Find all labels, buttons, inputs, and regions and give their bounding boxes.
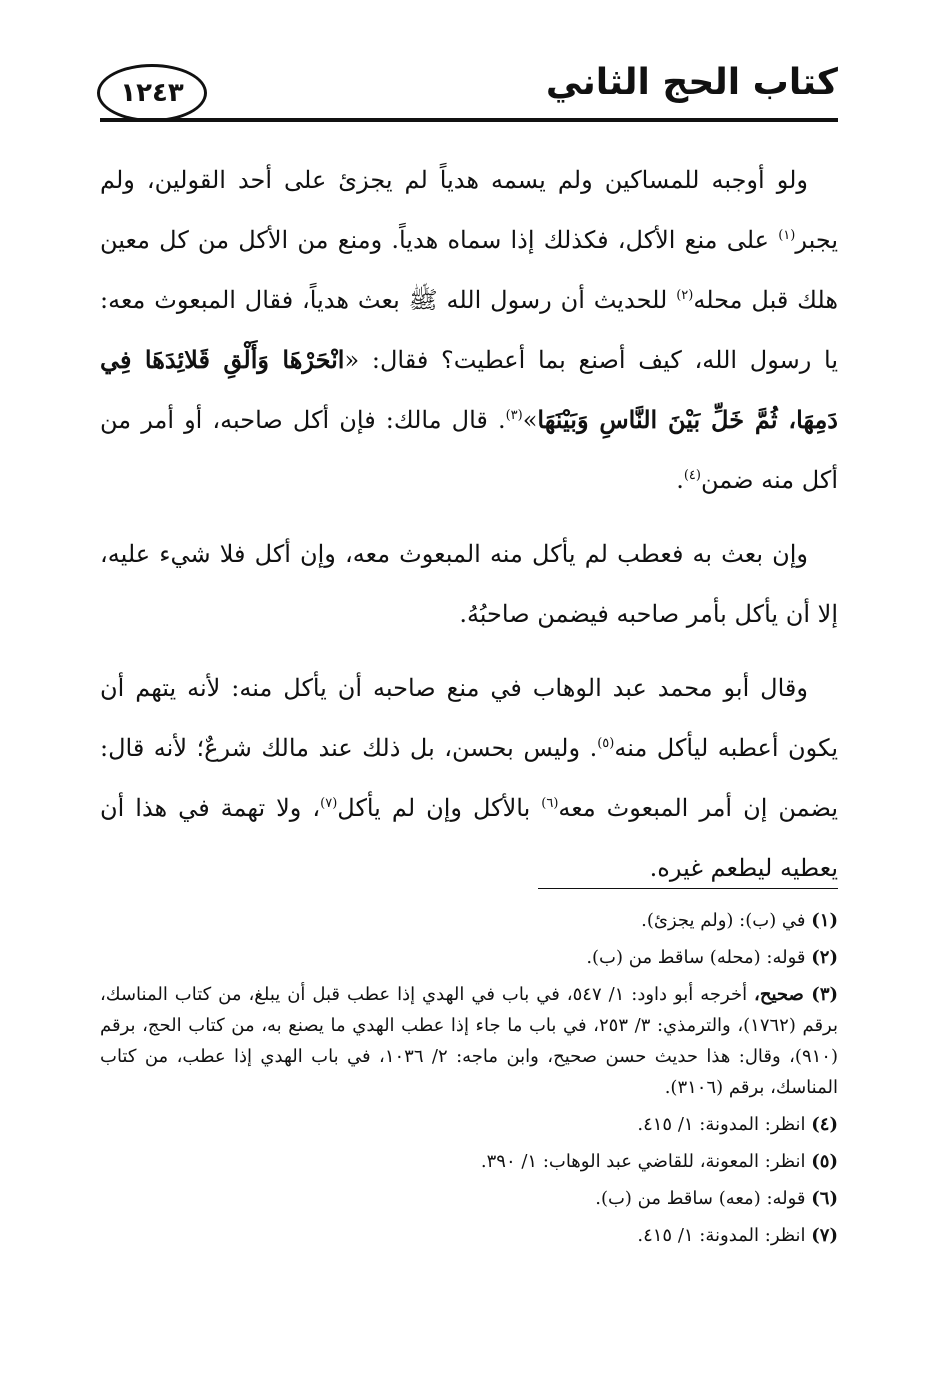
header-title: كتاب الحج الثاني	[545, 62, 838, 103]
footnote-text: انظر: المدونة: ١/ ٤١٥.	[637, 1114, 812, 1135]
footnote-label: (٦)	[811, 1188, 838, 1209]
footnote-label: (٥)	[811, 1151, 838, 1172]
text-span: ولو أوجبه للمساكين ولم يسمه هدياً لم يجزئ على أحد القولين، ولم يجبر	[100, 166, 838, 254]
footnote-label: (٤)	[811, 1114, 838, 1135]
footnote-ref-7[interactable]: (٧)	[320, 796, 338, 811]
footnote-label: (١)	[811, 910, 838, 931]
footnote-ref-4[interactable]: (٤)	[683, 468, 701, 483]
page-number: ١٢٤٣	[120, 78, 184, 108]
footnote-1	[100, 905, 838, 936]
footnote-text: قوله: (معه) ساقط من (ب).	[595, 1188, 812, 1209]
footnote-label: (٢)	[811, 947, 838, 968]
footnote-ref-1[interactable]: (١)	[778, 228, 796, 243]
main-text	[100, 150, 838, 912]
footnote-3	[100, 979, 838, 1103]
footnote-2	[100, 942, 838, 973]
footnotes	[100, 905, 838, 1257]
page-number-badge	[97, 64, 207, 122]
paragraph-1	[100, 150, 838, 510]
header-rule	[100, 118, 838, 122]
footnote-ref-6[interactable]: (٦)	[541, 796, 559, 811]
paragraph-3	[100, 658, 838, 898]
text-span: للحديث أن رسول الله ﷺ بعث هدياً، فقال المبعوث معه: يا رسول الله، كيف أصنع بما أعطيت؟ فقال: «	[100, 286, 838, 374]
paragraph-2: وإن بعث به فعطب لم يأكل منه المبعوث معه، وإن أكل فلا شيء عليه، إلا أن يأكل بأمر صاحبه فيضمن صاحبُهُ.	[100, 540, 838, 628]
text-span: ، ولا تهمة في هذا أن يعطيه ليطعم غيره.	[100, 794, 838, 882]
footnote-text: أخرجه أبو داود: ١/ ٥٤٧، في باب في الهدي إذا عطب قبل أن يبلغ، من كتاب المناسك، برقم (١٧٦٢)، والترمذي: ٣/ ٢٥٣، في باب ما جاء إذا عطب الهدي ما يصنع به، من كتاب الحج، برقم (٩١٠)، وقال: هذا حديث حسن صحيح، وابن ماجه: ٢/ ١٠٣٦، في باب الهدي إذا عطب، من كتاب المناسك، برقم (٣١٠٦).	[100, 984, 838, 1098]
footnote-5	[100, 1146, 838, 1177]
text-span: .	[676, 466, 684, 494]
footnote-text: في (ب): (ولم يجزئ).	[641, 910, 812, 931]
footnote-text: انظر: المدونة: ١/ ٤١٥.	[637, 1225, 812, 1246]
footnote-label: (٣) صحيح،	[754, 984, 839, 1005]
text-span: بالأكل وإن لم يأكل	[337, 794, 542, 822]
footnote-text: انظر: المعونة، للقاضي عبد الوهاب: ١/ ٣٩٠.	[480, 1151, 812, 1172]
footnote-ref-3[interactable]: (٣)	[505, 408, 523, 423]
footnote-label: (٧)	[811, 1225, 838, 1246]
text-span: »	[522, 406, 538, 434]
footnote-ref-2[interactable]: (٢)	[676, 288, 694, 303]
hadith-quote: انْحَرْهَا وَأَلْقِ قَلائِدَهَا فِي دَمِهَا، ثُمَّ خَلِّ بَيْنَ النَّاسِ وَبَيْنَهَا	[100, 345, 838, 434]
footnote-7	[100, 1220, 838, 1251]
footnote-ref-5[interactable]: (٥)	[597, 736, 615, 751]
text-span: . وليس بحسن، بل ذلك عند مالك شرعٌ؛ لأنه قال: يضمن إن أمر المبعوث معه	[100, 734, 838, 822]
footnote-4	[100, 1109, 838, 1140]
text-span: على منع الأكل، فكذلك إذا سماه هدياً. ومنع من الأكل من كل معين هلك قبل محله	[100, 226, 838, 314]
text-span: . قال مالك: فإن أكل صاحبه، أو أمر من أكل منه ضمن	[100, 406, 838, 494]
text-span: وقال أبو محمد عبد الوهاب في منع صاحبه أن يأكل منه: لأنه يتهم أن يكون أعطبه ليأكل منه	[100, 674, 838, 762]
footnote-text: قوله: (محله) ساقط من (ب).	[586, 947, 812, 968]
footnote-separator	[538, 888, 838, 889]
footnote-6	[100, 1183, 838, 1214]
